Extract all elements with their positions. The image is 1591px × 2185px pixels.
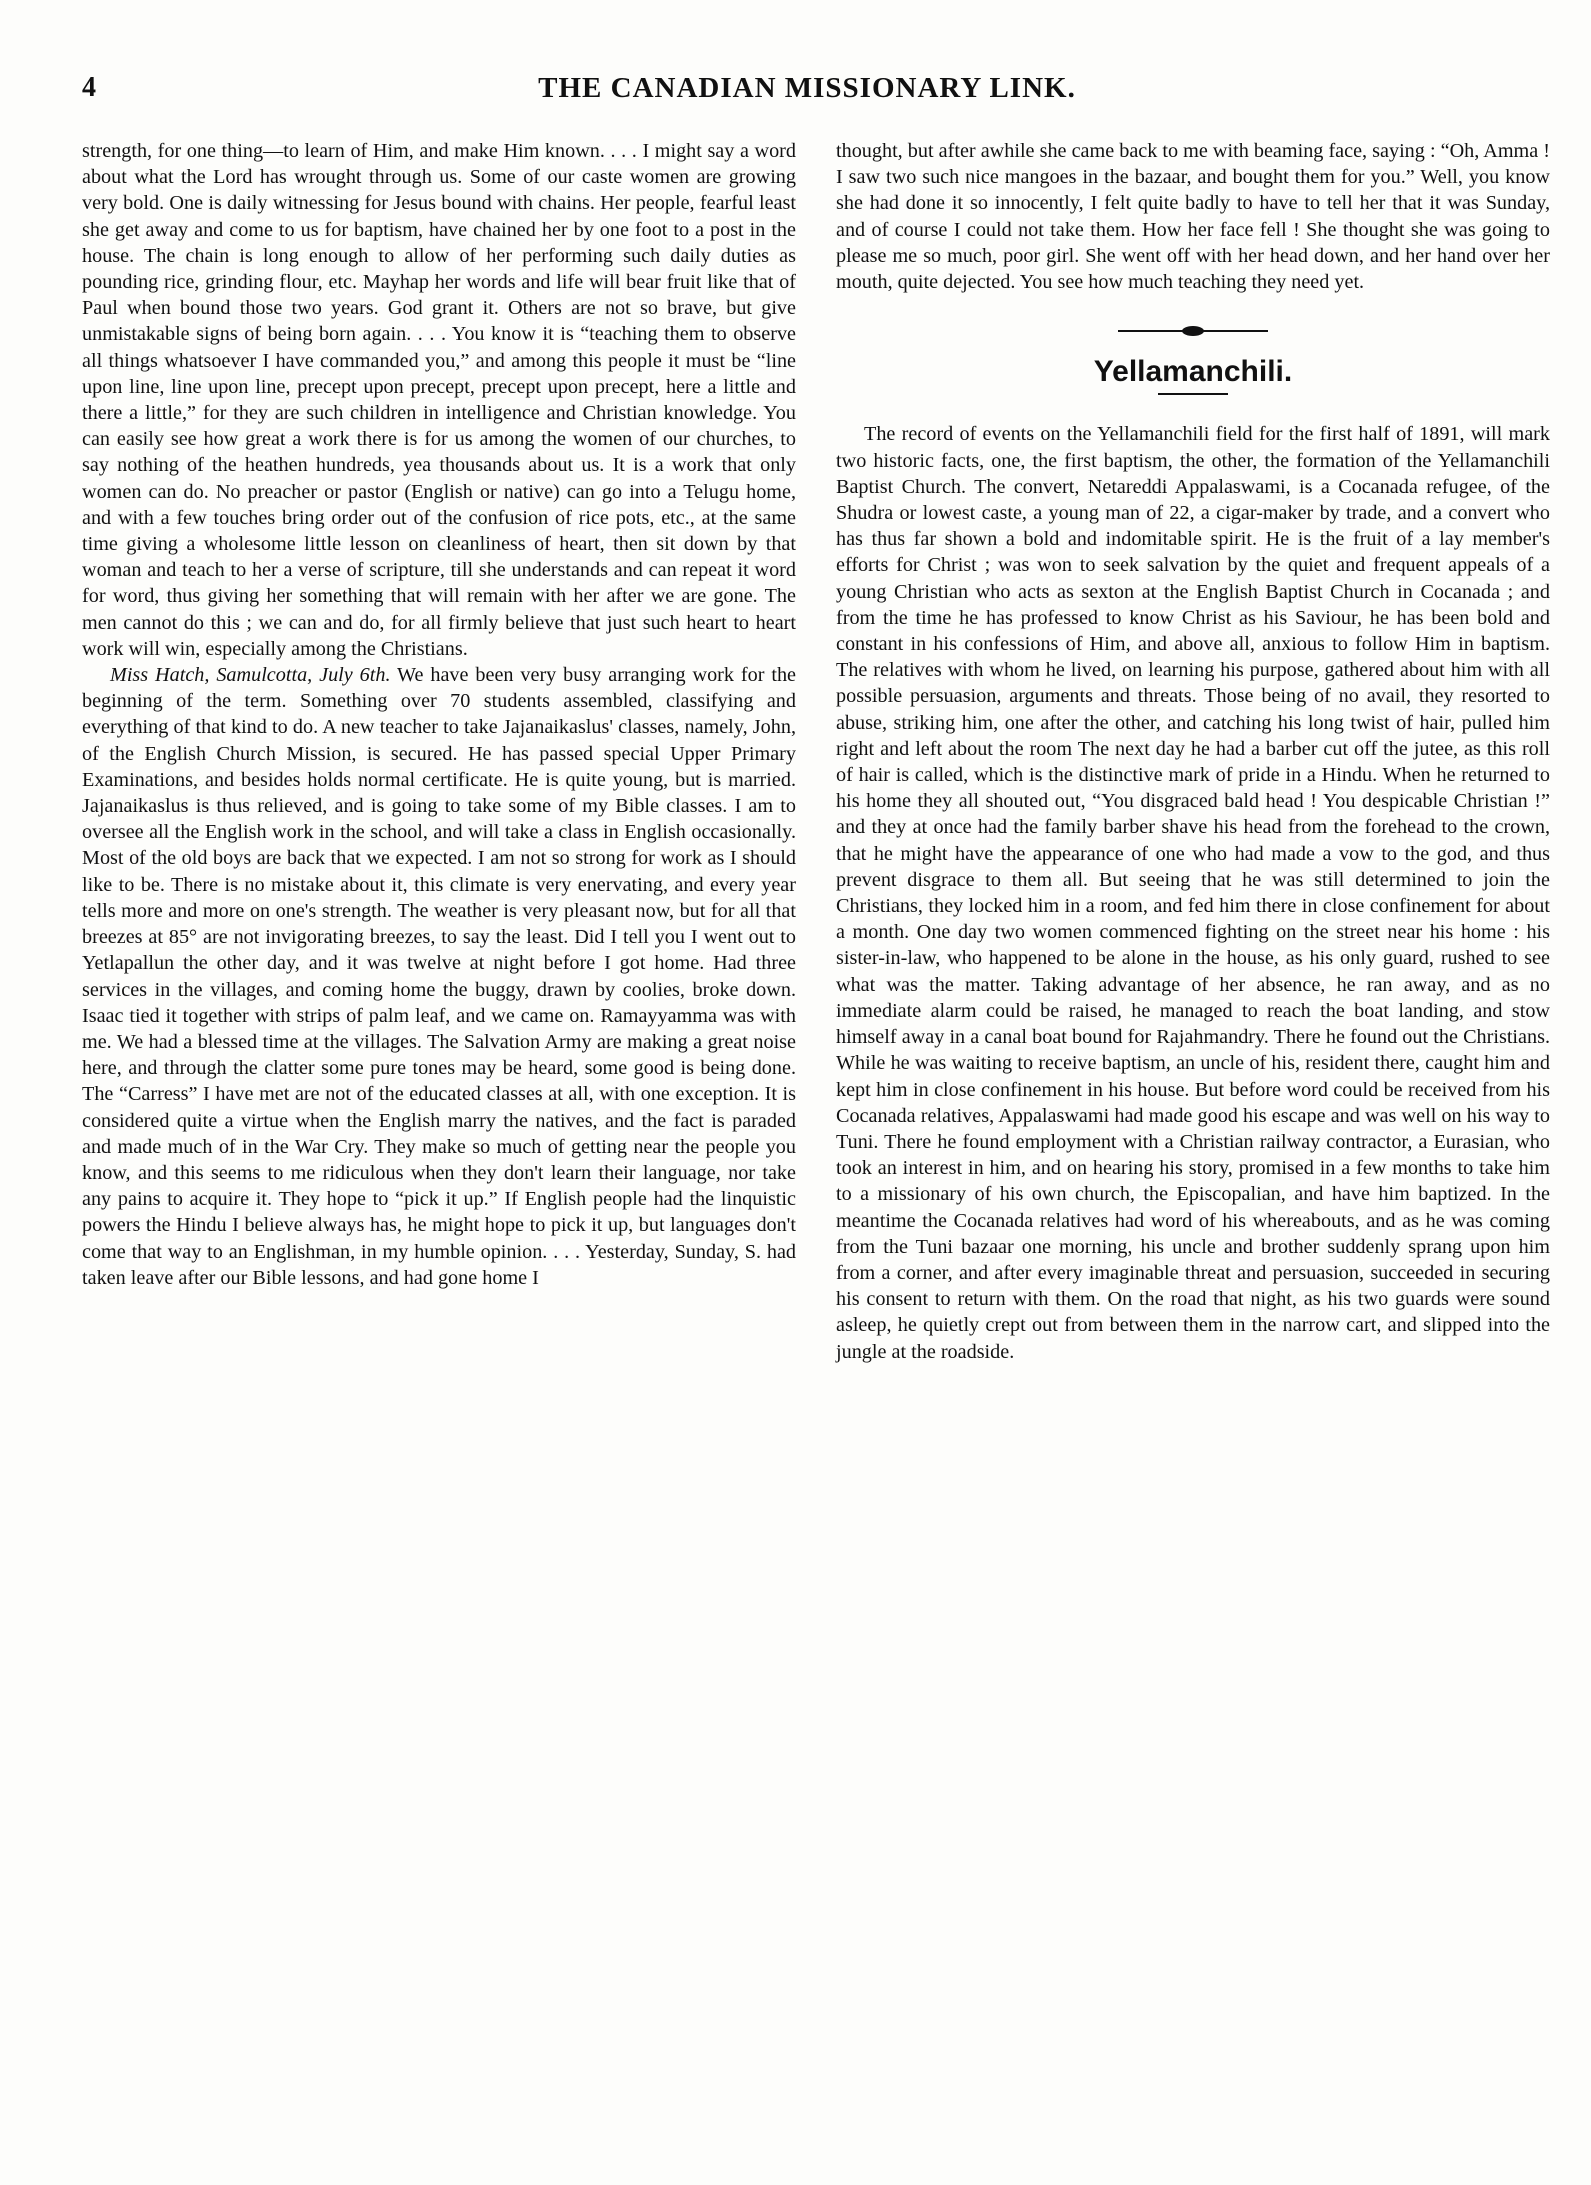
page-header [82,72,1532,112]
letter-body: We have been very busy arranging work for the beginning of the term. Something over 70 students assembled, classifying and everything of that kind to do. A new teacher to take Jajanaikaslus' classes, namely, John, of the English Church Mission, is secured. He has passed special Upper Primary Examinations, and besides holds normal certificate. He is quite young, but is married. Jajanaikaslus is thus relieved, and is going to take some of my Bible classes. I am to oversee all the English work in the school, and will take a class in English occasionally. Most of the old boys are back that we expected. I am not so strong for work as I should like to be. There is no mistake about it, this climate is very enervating, and every year tells more and more on one's strength. The weather is very pleasant now, but for all that breezes at 85° are not invigorating breezes, to say the least. Did I tell you I went out to Yetlapallun the other day, and it was twelve at night before I got home. Had three services in the villages, and coming home the buggy, drawn by coolies, broke down. Isaac tied it together with strips of palm leaf, and we came on. Ramayyamma was with me. We had a blessed time at the villages. The Salvation Army are making a great noise here, and through the clatter some pure tones may be heard, some good is being done. The “Carress” I have met are not of the educated classes at all, with one exception. It is considered quite a virtue when the English marry the natives, and the fact is paraded and made much of in the War Cry. They make so much of getting near the people you know, and this seems to me ridiculous when they don't learn their language, nor take any pains to acquire it. They hope to “pick it up.” If English people had the linquistic powers the Hindu I believe always has, he might hope to pick it up, but languages don't come that way to an Englishman, in my humble opinion. . . . Yesterday, Sunday, S. had taken leave after our Bible lessons, and had gone home I [82,664,796,1289]
continued-paragraph: thought, but after awhile she came back to me with beaming face, saying : “Oh, Amma ! I saw two such nice mangoes in the bazaar, and bought them for you.” Well, you know she had done it so innocently, I felt quite badly to have to tell her that it was Sunday, and of course I could not take them. How her face fell ! She thought she was going to please me so much, poor girl. She went off with her head down, and her hand over her mouth, quite dejected. You see how much teaching they need yet. [836,140,1550,294]
section-heading: Yellamanchili. [1093,355,1293,389]
heading-underline [1158,393,1228,395]
article-paragraph: strength, for one thing—to learn of Him, and make Him known. . . . I might say a word about what the Lord has wrought through us. Some of our caste women are growing very bold. One is daily witnessing for Jesus bound with chains. Her people, fearful least she get away and come to us for baptism, have chained her by one foot to a post in the house. The chain is long enough to allow of her performing such daily duties as pounding rice, grinding flour, etc. Mayhap her words and life will bear fruit like that of Paul when bound those two years. God grant it. Others are not so brave, but give unmistakable signs of being born again. . . . You know it is “teaching them to observe all things whatsoever I have commanded you,” and among this people it must be “line upon line, line upon line, precept upon precept, precept upon precept, here a little and there a little,” for they are such children in intelligence and Christian knowledge. You can easily see how great a work there is for us among the women of our churches, to say nothing of the heathen hundreds, yea thousands about us. It is a work that only women can do. No preacher or pastor (English or native) can go into a Telugu home, and with a few touches bring order out of the confusion of rice pots, etc., at the same time giving a wholesome little lesson on cleanliness of heart, then sit down by that woman and teach to her a verse of scripture, till she understands and can repeat it word for word, thus giving her something that will remain with her after we are gone. The men cannot do this ; we can and do, for all firmly believe that just such heart to heart work will win, especially among the Christians. [82,140,796,660]
letter-attribution: Miss Hatch, Samulcotta, July 6th. [110,664,391,687]
journal-title: THE CANADIAN MISSIONARY LINK. [538,72,1076,104]
letter-paragraph [82,662,796,1291]
article-paragraph: The record of events on the Yellamanchili field for the first half of 1891, will mark two historic facts, one, the first baptism, the other, the formation of the Yellamanchili Baptist Church. The convert, Netareddi Appalaswami, is a Cocanada refugee, of the Shudra or lowest caste, a young man of 22, a cigar-maker by trade, and a convert who has thus far shown a bold and indomitable spirit. He is the fruit of a lay member's efforts for Christ ; was won to seek salvation by the quiet and frequent appeals of a young Christian who acts as sexton at the English Baptist Church in Cocanada ; and from the time he has professed to know Christ as his Saviour, he has been bold and constant in his confessions of Him, and above all, anxious to follow Him in baptism. The relatives with whom he lived, on learning his purpose, gathered about him with all possible persuasion, arguments and threats. Those being of no avail, they resorted to abuse, striking him, one after the other, and catching his long twist of hair, pulled him right and left about the room The next day he had a barber cut off the jutee, as this roll of hair is called, which is the distinctive mark of pride in a Hindu. When he returned to his home they all shouted out, “You disgraced bald head ! You despicable Christian !” and they at once had the family barber shave his head from the forehead to the crown, that he might have the appearance of one who had made a vow to the god, and thus prevent disgrace to them all. But seeing that he was still determined to join the Christians, they locked him in a room, and fed him there in close confinement for about a month. One day two women commenced fighting on the street near his home : his sister-in-law, who happened to be alone in the house, as his only guard, rushed to see what was the matter. Taking advantage of her absence, he ran away, and as no immediate alarm could be raised, he managed to reach the boat landing, and stow himself away in a canal boat bound for Rajahmandry. There he found out the Christians. While he was waiting to receive baptism, an uncle of his, resident there, caught him and kept him in close confinement in his house. But before word could be received from his Cocanada relatives, Appalaswami had made good his escape and was well on his way to Tuni. There he found employment with a Christian railway contractor, a Eurasian, who took an interest in him, and on hearing his story, promised in a few months to take him to a missionary of his own church, the Episcopalian, and have him baptized. In the meantime the Cocanada relatives had word of his whereabouts, and as he was coming from the Tuni bazaar one morning, his uncle and brother suddenly sprang upon him from a corner, and after every imaginable threat and persuasion, succeeded in securing his consent to return with them. On the road that night, as his two guards were sound asleep, he quietly crept out from between them in the narrow cart, and slipped into the jungle at the roadside. [836,423,1550,1363]
section-divider [1118,325,1268,337]
left-column [82,138,796,1291]
page-number: 4 [82,72,96,103]
right-column [836,138,1550,1365]
